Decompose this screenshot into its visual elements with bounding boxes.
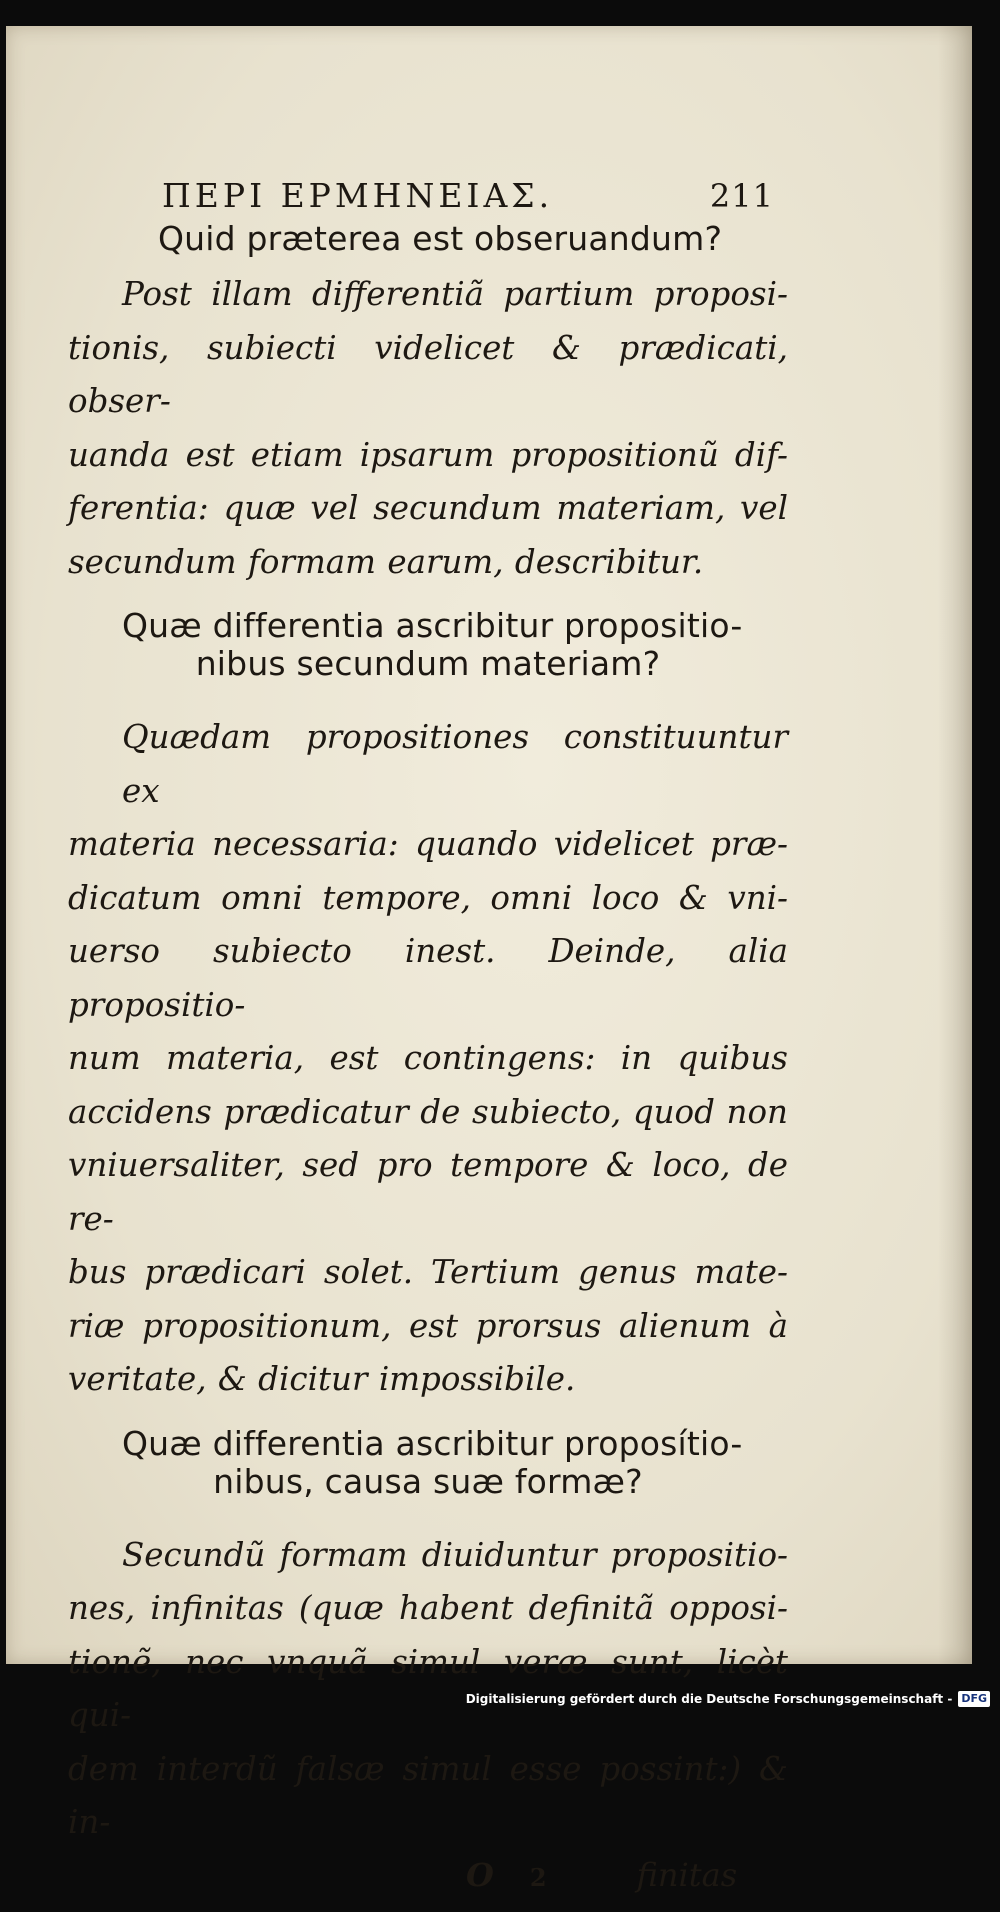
question-1: Quid præterea est obseruandum? (158, 219, 723, 258)
question-2 (68, 607, 788, 683)
page-number: 211 (709, 177, 774, 215)
answer-line: Quædam propositiones constituuntur ex (122, 718, 788, 810)
question-line: Quæ differentia ascribitur proposítio- (122, 1423, 743, 1463)
answer-line: materia necessaria: quando videlicet præ- (68, 825, 788, 863)
page-footer (68, 1856, 788, 1912)
answer-line: Secundũ formam diuiduntur propositio- (122, 1535, 788, 1574)
answer-line: num materia, est contingens: in quibus (68, 1039, 788, 1077)
running-head (68, 176, 788, 220)
answer-line: ferentia: quæ vel secundum materiam, vel (68, 489, 788, 527)
answer-line: tionẽ, nec vnquã simul veræ sunt, licèt qui- (68, 1642, 788, 1734)
answer-line: riæ propositionum, est prorsus alienum à (68, 1306, 788, 1345)
question-line: Quæ differentia ascribitur propositio- (122, 606, 743, 645)
answer-line: accidens prædicatur de subiecto, quod non (68, 1092, 788, 1131)
question-line: nibus secundum materiam? (195, 644, 661, 683)
answer-line: uanda est etiam ipsarum propositionũ dif- (68, 435, 788, 474)
answer-line: dicatum omni tempore, omni loco & vni- (68, 878, 788, 917)
answer-line: veritate, & dicitur impossibile. (68, 1360, 576, 1398)
running-title: ΠΕΡΙ ΕΡΜΗΝΕΙΑΣ. (162, 176, 554, 215)
signature-mark: O (466, 1855, 494, 1894)
answer-line: secundum formam earum, describitur. (68, 542, 704, 581)
answer-3 (68, 1529, 788, 1850)
credit-text: Digitalisierung gefördert durch die Deutsche Forschungsgemeinschaft - (465, 1692, 953, 1706)
dfg-logo: DFG (958, 1691, 990, 1707)
digitization-credit (466, 1690, 990, 1708)
question-line: nibus, causa suæ formæ? (213, 1461, 643, 1501)
answer-line: vniuersaliter, sed pro tempore & loco, de re- (68, 1146, 788, 1238)
answer-1 (68, 268, 788, 589)
signature-number: 2 (529, 1862, 547, 1892)
text-block (68, 176, 788, 1912)
answer-line: bus prædicari solet. Tertium genus mate- (68, 1253, 788, 1291)
page-gutter-shadow (938, 26, 972, 1664)
answer-line: nes, infinitas (quæ habent definitã opposi- (68, 1589, 788, 1627)
answer-line: dem interdũ falsæ simul esse possint:) & in- (68, 1749, 788, 1841)
answer-line: tionis, subiecti videlicet & prædicati, obser- (68, 328, 788, 420)
answer-line: uerso subiecto inest. Deinde, alia propositio- (68, 932, 788, 1024)
answer-line: Post illam differentiã partium proposi- (122, 275, 788, 313)
answer-2 (68, 711, 788, 1407)
question-3 (68, 1425, 788, 1501)
catchword: finitas (636, 1855, 738, 1894)
